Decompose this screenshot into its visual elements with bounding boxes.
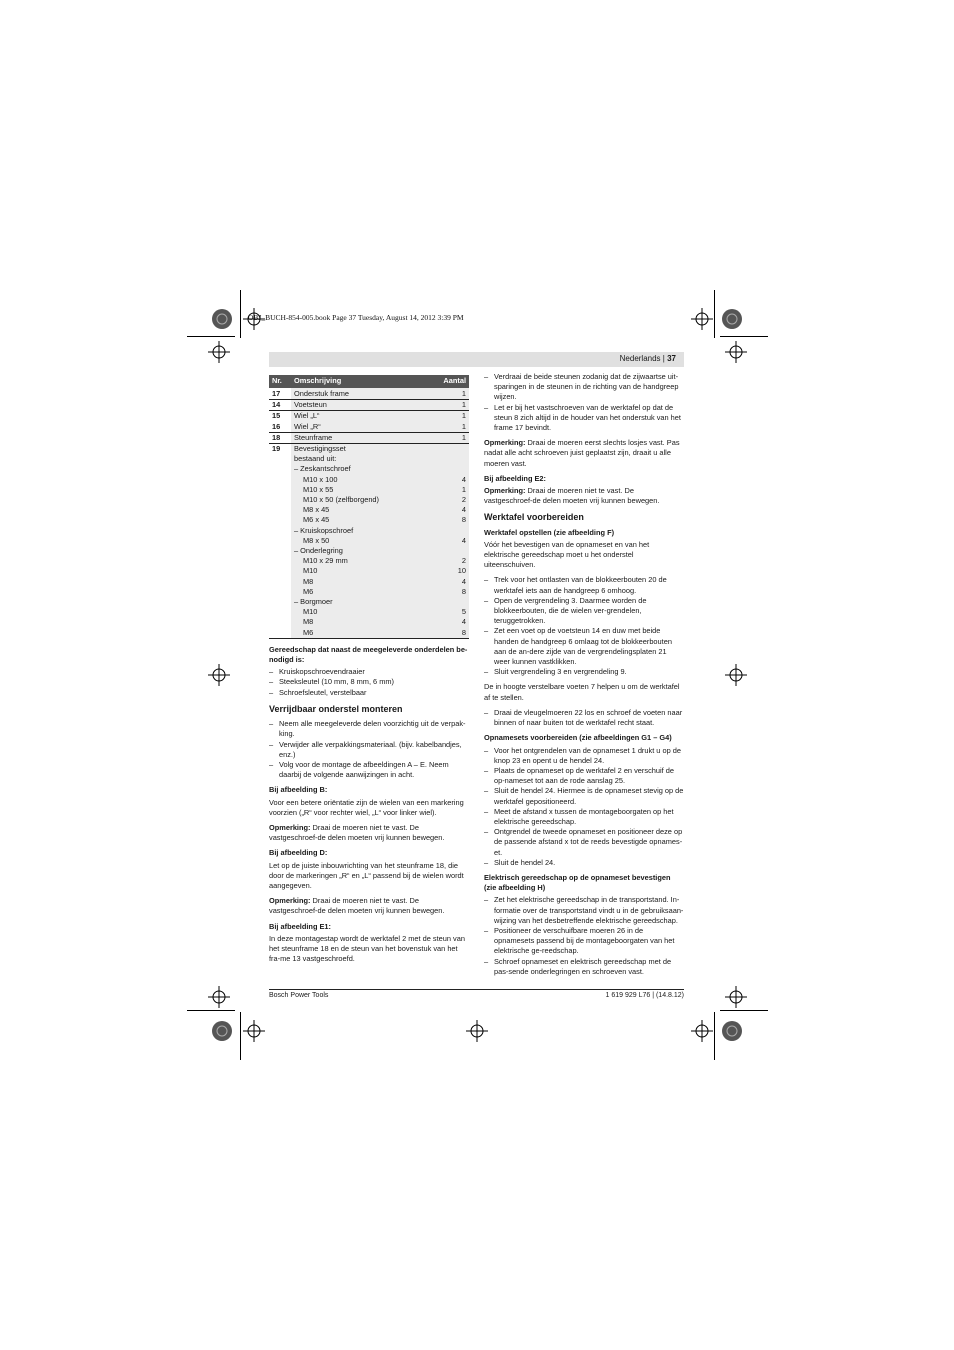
note-text: Draai de moeren niet te vast. De vastgeschroef-de delen moeten vrij kunnen bewegen. xyxy=(269,822,445,843)
crosshair-icon xyxy=(691,1020,713,1042)
registration-circle-icon xyxy=(721,308,743,330)
paragraph: Let op de juiste inbouwrichting van het steunframe 18, die door de markeringen „R“ en „L“ passend bij de wielen wordt aangegeven. xyxy=(269,860,464,890)
page-header: Nederlands | 37 xyxy=(619,354,676,363)
top-list xyxy=(484,372,684,433)
table-row xyxy=(269,485,469,495)
crosshair-icon xyxy=(243,1020,265,1042)
crosshair-icon xyxy=(691,308,713,330)
cell-nr xyxy=(269,485,291,495)
footer-right: 1 619 929 L76 | (14.8.12) xyxy=(605,992,684,999)
cell-desc: M8 xyxy=(291,617,429,627)
note xyxy=(484,486,684,506)
cell-nr xyxy=(269,526,291,536)
cell-nr xyxy=(269,577,291,587)
cell-qty xyxy=(429,464,469,474)
cell-desc: M10 x 55 xyxy=(291,485,429,495)
table-row xyxy=(269,400,469,411)
cell-qty: 2 xyxy=(429,495,469,505)
list-item: – Schroefsleutel, verstelbaar xyxy=(269,688,469,698)
note-label: Opmerking: xyxy=(484,486,526,496)
cell-nr xyxy=(269,546,291,556)
table-row xyxy=(269,628,469,639)
crosshair-icon xyxy=(725,341,747,363)
cell-nr xyxy=(269,454,291,464)
cell-qty xyxy=(429,444,469,455)
cell-desc: M10 x 50 (zelfborgend) xyxy=(291,495,429,505)
note xyxy=(484,438,684,469)
subheading: Bij afbeelding E2: xyxy=(484,473,547,483)
cell-qty: 8 xyxy=(429,628,469,639)
list-item: – Draai de vleugelmoeren 22 los en schroef de voeten naar binnen of naar buiten tot de werktafel recht staat. xyxy=(484,708,684,728)
table-row xyxy=(269,454,469,464)
cell-qty: 4 xyxy=(429,536,469,546)
footer-rule xyxy=(269,989,684,990)
cell-qty: 4 xyxy=(429,475,469,485)
crop-line xyxy=(187,1010,235,1011)
crop-line xyxy=(714,290,715,338)
col-header-desc: Omschrijving xyxy=(291,375,429,388)
subheading: Bij afbeelding D: xyxy=(269,848,328,858)
col-header-nr: Nr. xyxy=(269,375,291,388)
cell-nr: 15 xyxy=(269,411,291,422)
list-item: – Zet een voet op de voetsteun 14 en duw met beide handen de handgreep 6 omlaag tot de blokkeerbouten aan de an-dere zijde van de vergrendelingsplaten 21 weer kunnen vastklikken. xyxy=(484,626,684,667)
list-item: – Verdraai de beide steunen zodanig dat de zijwaartse uit-sparingen in de steunen in de richting van de handgreep wijzen. xyxy=(484,372,684,403)
cell-qty: 5 xyxy=(429,607,469,617)
sub2-list xyxy=(484,746,684,868)
cell-qty: 1 xyxy=(429,432,469,443)
list-item: – Zet het elektrische gereedschap in de transportstand. In-formatie over de transportstand vindt u in de gebruiksaan-wijzing van het desbetreffende elektrische gereedschap. xyxy=(484,895,684,926)
list-item: – Ontgrendel de tweede opnameset en positioneer deze op de passende afstand x tot de reeds bevestigde opnames-et. xyxy=(484,827,684,858)
cell-nr: 16 xyxy=(272,421,281,431)
paragraph: Vóór het bevestigen van de opnameset en van het elektrische gereedschap moet u het onderstel uiteenschuiven. xyxy=(484,539,650,570)
list-item: – Trek voor het ontlasten van de blokkeerbouten 20 de werktafel iets aan de handgreep 6 omhoog. xyxy=(484,575,684,595)
cell-nr xyxy=(269,587,291,597)
subheading: Opnamesets voorbereiden (zie afbeeldingen G1 – G4) xyxy=(484,733,672,743)
note-text: Draai de moeren niet te vast. De vastgeschroef-de delen moeten vrij kunnen bewegen. xyxy=(269,896,445,916)
cell-qty: 1 xyxy=(429,400,469,411)
list-item: – Let er bij het vastschroeven van de werktafel op dat de steun 8 zich altijd in de houder van het onderstuk van het frame 17 bevindt. xyxy=(484,403,684,434)
paragraph: In deze montagestap wordt de werktafel 2 met de steun van het steunframe 18 en de steun van het bovenstuk van het fra-me 13 vastgeschroefd. xyxy=(269,933,465,964)
cell-desc: – Kruiskopschroef xyxy=(291,526,429,536)
crosshair-icon xyxy=(208,341,230,363)
cell-qty xyxy=(429,597,469,607)
cell-desc: M6 xyxy=(291,628,429,639)
table-row xyxy=(269,577,469,587)
cell-nr xyxy=(269,566,291,576)
cell-desc: Wiel „R“ xyxy=(291,422,429,433)
crosshair-icon xyxy=(208,986,230,1008)
cell-desc: M10 x 29 mm xyxy=(291,556,429,566)
list-item: – Voor het ontgrendelen van de opnameset 1 drukt u op de knop 23 en opent u de hendel 24. xyxy=(484,746,684,766)
cell-nr xyxy=(269,475,291,485)
list-item: – Steeksleutel (10 mm, 8 mm, 6 mm) xyxy=(269,677,469,687)
cell-desc: – Zeskantschroef xyxy=(291,464,429,474)
cell-nr xyxy=(269,617,291,627)
left-column xyxy=(269,375,469,969)
table-row xyxy=(269,388,469,400)
cell-qty: 4 xyxy=(429,577,469,587)
cell-nr xyxy=(269,597,291,607)
crosshair-icon xyxy=(466,1020,488,1042)
table-row xyxy=(269,444,469,455)
cell-desc: Voetsteun xyxy=(291,400,429,411)
cell-qty: 8 xyxy=(429,515,469,525)
tools-list xyxy=(269,667,469,698)
table-row xyxy=(269,607,469,617)
cell-nr xyxy=(269,464,291,474)
list-item: – Schroef opnameset en elektrisch gereedschap met de pas-sende onderlegringen en schroeven vast. xyxy=(484,957,684,977)
note-label: Opmerking: xyxy=(484,438,526,448)
cell-desc: M10 xyxy=(291,566,429,576)
cell-nr xyxy=(269,495,291,505)
cell-nr xyxy=(269,607,291,617)
table-row xyxy=(269,536,469,546)
paragraph: De in hoogte verstelbare voeten 7 helpen u om de werktafel af te stellen. xyxy=(484,682,680,702)
registration-circle-icon xyxy=(211,1020,233,1042)
registration-circle-icon xyxy=(211,308,233,330)
list-item: – Sluit vergrendeling 3 en vergrendeling 9. xyxy=(484,667,684,677)
footer-left: Bosch Power Tools xyxy=(269,992,329,999)
parts-table-body xyxy=(269,388,469,638)
crosshair-icon xyxy=(725,664,747,686)
cell-nr xyxy=(269,505,291,515)
cell-qty xyxy=(429,454,469,464)
subheading: Bij afbeelding E1: xyxy=(269,921,332,931)
cell-desc: M6 x 45 xyxy=(291,515,429,525)
cell-qty xyxy=(429,526,469,536)
table-row xyxy=(269,464,469,474)
table-row xyxy=(269,422,469,433)
cell-nr: 19 xyxy=(269,444,291,455)
table-row xyxy=(269,546,469,556)
note-text: Draai de moeren niet te vast. De vastgeschroef-de delen moeten vrij kunnen bewegen. xyxy=(484,486,660,506)
subheading: Bij afbeelding B: xyxy=(269,785,328,795)
registration-circle-icon xyxy=(721,1020,743,1042)
section-list xyxy=(269,719,469,780)
cell-desc: Onderstuk frame xyxy=(291,388,429,400)
cell-qty: 1 xyxy=(429,388,469,400)
cell-qty: 4 xyxy=(429,505,469,515)
table-row xyxy=(269,556,469,566)
cell-desc: – Borgmoer xyxy=(291,597,429,607)
list-item: – Kruiskopschroevendraaier xyxy=(269,667,469,677)
cell-qty: 4 xyxy=(429,617,469,627)
crop-line xyxy=(720,336,768,337)
section-title: Werktafel voorbereiden xyxy=(484,512,584,523)
right-column xyxy=(484,372,684,982)
cell-nr: 14 xyxy=(269,400,291,411)
subheading: Werktafel opstellen (zie afbeelding F) xyxy=(484,527,615,537)
cell-qty: 1 xyxy=(429,485,469,495)
table-row xyxy=(269,411,469,422)
cell-nr xyxy=(269,536,291,546)
cell-qty: 8 xyxy=(429,587,469,597)
cell-nr: 17 xyxy=(272,389,281,398)
print-info: OBJ_BUCH-854-005.book Page 37 Tuesday, August 14, 2012 3:39 PM xyxy=(248,313,464,322)
note xyxy=(269,896,469,916)
note-label: Opmerking: xyxy=(269,822,311,832)
cell-desc: M6 xyxy=(291,587,429,597)
crosshair-icon xyxy=(725,986,747,1008)
list-item: – Meet de afstand x tussen de montageboorgaten op het elektrische gereedschap. xyxy=(484,807,684,827)
cell-desc: – Onderlegring xyxy=(291,546,429,556)
list-item: – Positioneer de verschuifbare moeren 26 in de opnamesets passend bij de montageboorgaten van het elektrische ge-reedschap. xyxy=(484,926,684,957)
table-row xyxy=(269,515,469,525)
list-item: – Open de vergrendeling 3. Daarmee worden de blokkeerbouten, die de wielen ver-grendelen, teruggetrokken. xyxy=(484,596,684,627)
list-item: – Sluit de hendel 24. xyxy=(484,858,684,868)
cell-desc: M8 x 50 xyxy=(291,536,429,546)
cell-desc: Steunframe xyxy=(291,432,429,443)
cell-nr xyxy=(269,515,291,525)
crosshair-icon xyxy=(208,664,230,686)
sub1-list-2 xyxy=(484,708,684,728)
list-item: – Sluit de hendel 24. Hiermee is de opnameset stevig op de werktafel gepositioneerd. xyxy=(484,786,684,806)
cell-nr xyxy=(269,628,291,639)
crop-line xyxy=(240,1012,241,1060)
cell-desc: M10 x 100 xyxy=(291,475,429,485)
list-item: – Neem alle meegeleverde delen voorzichtig uit de verpak-king. xyxy=(269,719,469,739)
table-row xyxy=(269,617,469,627)
table-row xyxy=(269,597,469,607)
cell-desc: M8 x 45 xyxy=(291,505,429,515)
list-item: – Verwijder alle verpakkingsmateriaal. (bijv. kabelbandjes, enz.) xyxy=(269,740,469,760)
table-row xyxy=(269,475,469,485)
list-item: – Plaats de opnameset op de werktafel 2 en verschuif de op-nameset tot aan de rode aanslag 25. xyxy=(484,766,684,786)
cell-qty: 10 xyxy=(429,566,469,576)
header-language: Nederlands xyxy=(619,354,661,363)
cell-qty: 1 xyxy=(429,411,469,422)
paragraph: Voor een betere oriëntatie zijn de wielen van een markering voorzien („R“ voor rechter wiel, „L“ voor linker wiel). xyxy=(269,797,464,817)
subheading: Elektrisch gereedschap op de opnameset bevestigen (zie afbeelding H) xyxy=(484,872,671,893)
table-row xyxy=(269,505,469,515)
parts-table xyxy=(269,375,469,639)
tools-heading: Gereedschap dat naast de meegeleverde onderdelen be-nodigd is: xyxy=(269,644,468,665)
col-header-qty: Aantal xyxy=(429,375,469,388)
cell-desc: Bevestigingsset xyxy=(291,444,429,455)
cell-nr xyxy=(269,556,291,566)
note-label: Opmerking: xyxy=(269,896,311,906)
cell-qty: 2 xyxy=(429,556,469,566)
cell-desc: M10 xyxy=(291,607,429,617)
crop-line xyxy=(240,290,241,338)
cell-nr: 18 xyxy=(269,432,291,443)
section-title: Verrijdbaar onderstel monteren xyxy=(269,703,403,714)
cell-qty xyxy=(429,546,469,556)
note-text: Draai de moeren eerst slechts losjes vast. Pas nadat alle acht schroeven juist geplaatst zijn, draait u alle moeren vast. xyxy=(484,438,680,468)
sub3-list xyxy=(484,895,684,977)
cell-desc: bestaand uit: xyxy=(291,454,429,464)
sub1-list xyxy=(484,575,684,677)
table-row xyxy=(269,566,469,576)
note xyxy=(269,823,469,843)
page-number: 37 xyxy=(667,354,676,363)
list-item: – Volg voor de montage de afbeeldingen A – E. Neem daarbij de volgende aanwijzingen in acht. xyxy=(269,760,469,780)
crop-line xyxy=(187,336,235,337)
table-row xyxy=(269,432,469,443)
cell-qty: 1 xyxy=(429,422,469,433)
crop-line xyxy=(714,1012,715,1060)
cell-desc: Wiel „L“ xyxy=(291,411,429,422)
table-row xyxy=(269,526,469,536)
table-row xyxy=(269,495,469,505)
table-row xyxy=(269,587,469,597)
cell-desc: M8 xyxy=(291,577,429,587)
crop-line xyxy=(720,1010,768,1011)
